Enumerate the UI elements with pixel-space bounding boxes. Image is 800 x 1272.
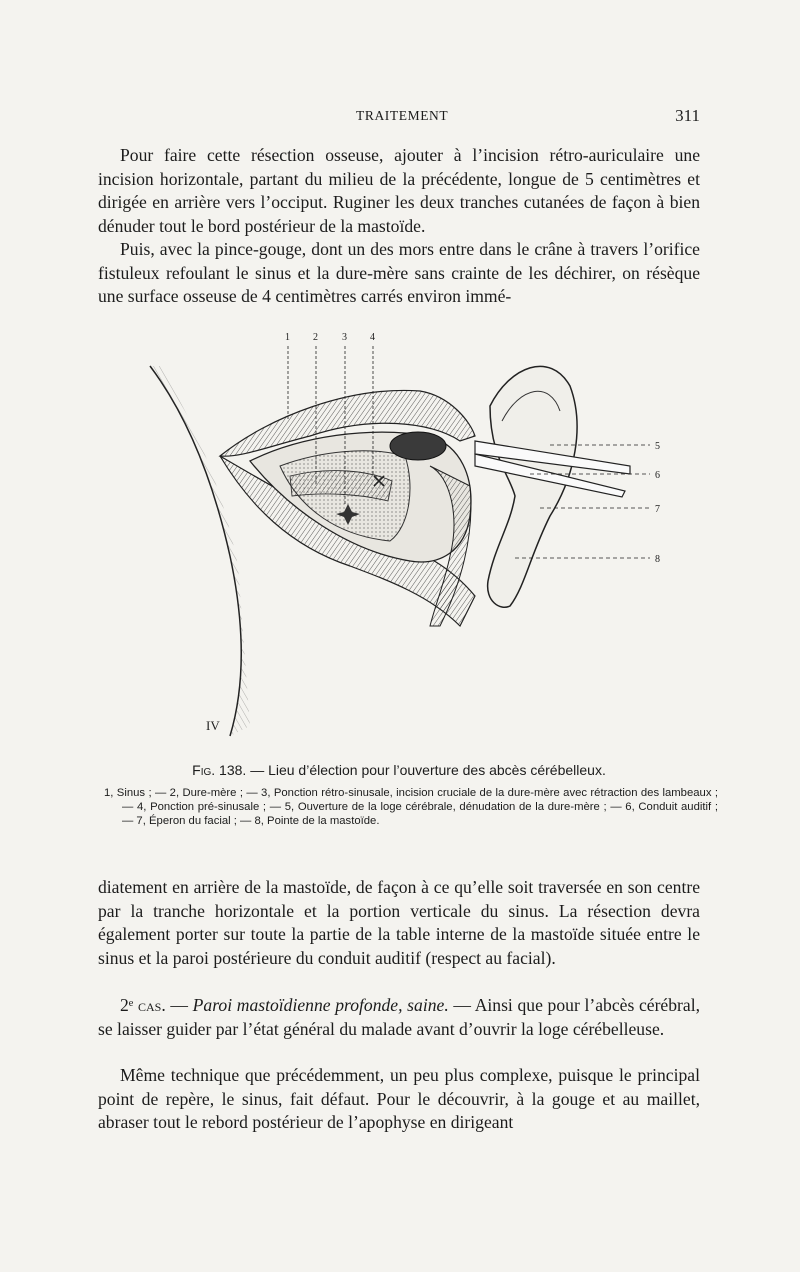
paragraph-3: diatement en arrière de la mastoïde, de façon à ce qu’elle soit traversée en son centre par la tranche horizontale et la portion verticale du sinus. La résection devra également porter sur toute la partie de la table interne de la mastoïde située entre le sinus et la paroi postérieure du conduit auditif (respect au facial). bbox=[98, 877, 700, 968]
callout-8: 8 bbox=[655, 554, 660, 565]
paragraph-4-body: Ainsi que pour l’abcès cérébral, se laisser guider par l’état général du malade avant d’ouvrir la loge cérébelleuse. bbox=[98, 995, 700, 1039]
callout-5: 5 bbox=[655, 441, 660, 452]
illustrator-signature: IV bbox=[206, 718, 220, 733]
figure-illustration bbox=[130, 326, 690, 756]
callout-4: 4 bbox=[370, 332, 375, 343]
figure-number: Fig. 138. bbox=[192, 762, 247, 778]
paragraph-4: 2ᵉ cas. — Paroi mastoïdienne profonde, saine. — Ainsi que pour l’abcès cérébral, se laisser guider par l’état général du malade avant d’ouvrir la loge cérébelleuse. bbox=[98, 995, 700, 1039]
figure-caption-text: Lieu d’élection pour l’ouverture des abcès cérébelleux. bbox=[268, 762, 606, 778]
callout-7: 7 bbox=[655, 504, 660, 515]
callout-2: 2 bbox=[313, 332, 318, 343]
running-head bbox=[98, 106, 700, 128]
page-number: 311 bbox=[675, 106, 700, 125]
figure-legend: 1, Sinus ; — 2, Dure-mère ; — 3, Ponction rétro-sinusale, incision cruciale de la dure-mère avec rétraction des lambeaux ; — 4, Ponction pré-sinusale ; — 5, Ouverture de la loge cérébrale, dénudation de la dure-mère ; — 6, Conduit auditif ; — 7, Éperon du facial ; — 8, Pointe de la mastoïde. bbox=[104, 787, 718, 827]
case-title: Paroi mastoïdienne profonde, saine. bbox=[192, 995, 449, 1015]
figure-caption: Fig. 138. — Lieu d’élection pour l’ouverture des abcès cérébelleux. bbox=[192, 762, 606, 778]
paragraph-2: Puis, avec la pince-gouge, dont un des mors entre dans le crâne à travers l’orifice fistuleux refoulant le sinus et la dure-mère sans crainte de les déchirer, on résèque une surface osseuse de 4 centimètres carrés environ immé- bbox=[98, 239, 700, 307]
callout-1: 1 bbox=[285, 332, 290, 343]
callout-6: 6 bbox=[655, 470, 660, 481]
case-label: 2ᵉ cas. bbox=[120, 995, 166, 1015]
paragraph-1: Pour faire cette résection osseuse, ajouter à l’incision rétro-auriculaire une incision horizontale, partant du milieu de la précédente, longue de 5 centimètres et dirigée en arrière vers l’occiput. Ruginer les deux tranches cutanées de façon à bien dénuder tout le bord postérieur de la mastoïde. bbox=[98, 145, 700, 236]
chapter-title: TRAITEMENT bbox=[356, 108, 449, 123]
paragraph-5: Même technique que précédemment, un peu plus complexe, puisque le principal point de repère, le sinus, fait défaut. Pour le découvrir, à la gouge et au maillet, abraser tout le rebord postérieur de l’apophyse en dirigeant bbox=[98, 1065, 700, 1133]
anatomical-figure bbox=[130, 326, 690, 756]
callout-3: 3 bbox=[342, 332, 347, 343]
